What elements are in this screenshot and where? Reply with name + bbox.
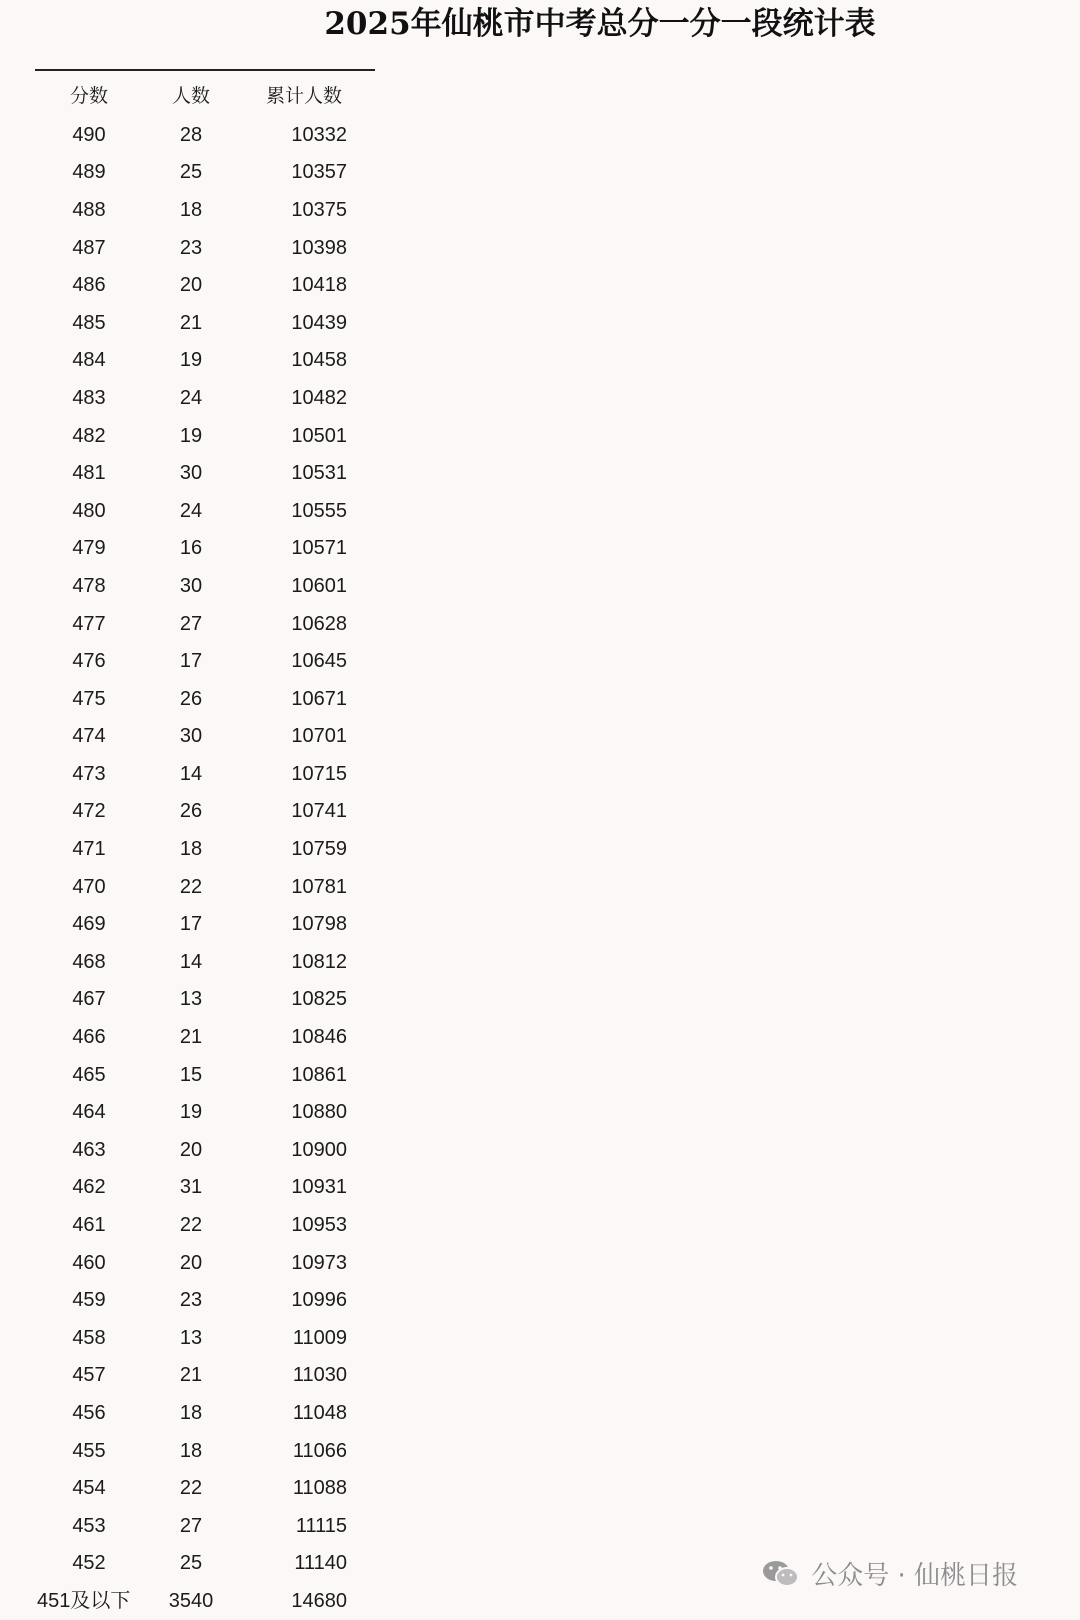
score-cell: 451及以下 [37, 1589, 131, 1612]
cumulative-cell: 10482 [291, 386, 347, 409]
score-cell: 489 [72, 161, 106, 184]
cumulative-cell: 11009 [292, 1326, 347, 1349]
count-cell: 30 [179, 574, 203, 597]
cumulative-cell: 10531 [291, 462, 347, 485]
cumulative-cell: 10880 [291, 1101, 347, 1124]
count-cell: 27 [179, 612, 203, 635]
count-cell: 13 [179, 1326, 203, 1349]
cumulative-cell: 11030 [292, 1364, 347, 1387]
table-row [35, 680, 375, 718]
cumulative-cell: 10375 [291, 198, 347, 221]
count-cell: 14 [179, 762, 203, 785]
table-row [35, 492, 375, 530]
count-cell: 22 [179, 1214, 203, 1237]
score-cell: 456 [72, 1401, 106, 1424]
cumulative-cell: 10701 [291, 725, 347, 748]
cumulative-cell: 10741 [291, 800, 347, 823]
table-header-row [35, 76, 375, 116]
score-cell: 474 [72, 725, 106, 748]
cumulative-cell: 10628 [291, 612, 347, 635]
count-cell: 27 [179, 1514, 203, 1537]
score-cell: 465 [72, 1063, 106, 1086]
table-row [35, 1507, 375, 1545]
count-cell: 3540 [168, 1589, 214, 1612]
score-cell: 455 [72, 1439, 106, 1462]
count-cell: 20 [179, 274, 203, 297]
header-score: 分数 [69, 85, 108, 107]
score-cell: 457 [72, 1364, 106, 1387]
cumulative-cell: 10671 [291, 687, 347, 710]
cumulative-cell: 10759 [291, 838, 347, 861]
table-row [35, 1093, 375, 1131]
count-cell: 30 [179, 462, 203, 485]
cumulative-cell: 10953 [291, 1214, 347, 1237]
score-cell: 476 [72, 650, 106, 673]
cumulative-cell: 10332 [291, 123, 347, 146]
count-cell: 14 [179, 950, 203, 973]
table-row [35, 605, 375, 643]
count-cell: 30 [179, 725, 203, 748]
table-row [35, 1469, 375, 1507]
table-row [35, 755, 375, 793]
count-cell: 19 [179, 424, 203, 447]
count-cell: 22 [179, 1477, 203, 1500]
count-cell: 18 [179, 198, 203, 221]
table-row [35, 981, 375, 1019]
cumulative-cell: 10571 [291, 537, 347, 560]
count-cell: 16 [179, 537, 203, 560]
count-cell: 24 [179, 386, 203, 409]
table-row [35, 229, 375, 267]
cumulative-cell: 11140 [294, 1552, 347, 1575]
score-cell: 467 [72, 988, 106, 1011]
score-cell: 481 [72, 462, 106, 485]
cumulative-cell: 10555 [291, 499, 347, 522]
cumulative-cell: 10798 [291, 913, 347, 936]
count-cell: 19 [179, 349, 203, 372]
cumulative-cell: 10439 [291, 311, 347, 334]
score-cell: 453 [72, 1514, 106, 1537]
cumulative-cell: 10861 [291, 1063, 347, 1086]
count-cell: 22 [179, 875, 203, 898]
cumulative-cell: 10501 [291, 424, 347, 447]
page-title: 2025年仙桃市中考总分一分一段统计表 [324, 6, 876, 42]
table-row [35, 116, 375, 154]
table-row [35, 943, 375, 981]
score-cell: 464 [72, 1101, 106, 1124]
count-cell: 31 [179, 1176, 203, 1199]
table-top-rule [35, 69, 375, 71]
cumulative-cell: 10715 [291, 762, 347, 785]
score-cell: 462 [72, 1176, 106, 1199]
count-cell: 18 [179, 1439, 203, 1462]
score-cell: 458 [72, 1326, 106, 1349]
count-cell: 21 [179, 1364, 203, 1387]
score-cell: 473 [72, 762, 106, 785]
cumulative-cell: 10825 [291, 988, 347, 1011]
table-row [35, 1281, 375, 1319]
score-cell: 468 [72, 950, 106, 973]
cumulative-cell: 10812 [291, 950, 347, 973]
count-cell: 19 [179, 1101, 203, 1124]
count-cell: 28 [179, 123, 203, 146]
score-cell: 478 [72, 574, 106, 597]
cumulative-cell: 10357 [291, 161, 347, 184]
cumulative-cell: 10996 [291, 1289, 347, 1312]
count-cell: 20 [179, 1251, 203, 1274]
score-table [35, 76, 375, 1620]
score-cell: 469 [72, 913, 106, 936]
score-cell: 471 [72, 838, 106, 861]
table-row [35, 868, 375, 906]
count-cell: 18 [179, 838, 203, 861]
header-count: 人数 [171, 85, 210, 107]
score-cell: 472 [72, 800, 106, 823]
table-row [35, 793, 375, 831]
table-row [35, 1131, 375, 1169]
table-row [35, 1206, 375, 1244]
score-cell: 488 [72, 198, 106, 221]
table-row [35, 191, 375, 229]
watermark-text: 公众号 · 仙桃日报 [811, 1561, 1018, 1591]
count-cell: 25 [179, 161, 203, 184]
cumulative-cell: 10601 [291, 574, 347, 597]
table-row [35, 1432, 375, 1470]
cumulative-cell: 11115 [295, 1514, 347, 1537]
count-cell: 18 [179, 1401, 203, 1424]
table-row [35, 567, 375, 605]
count-cell: 21 [179, 311, 203, 334]
cumulative-cell: 14680 [291, 1589, 347, 1612]
score-cell: 480 [72, 499, 106, 522]
score-cell: 490 [72, 123, 106, 146]
table-row [35, 417, 375, 455]
table-row [35, 342, 375, 380]
table-row [35, 830, 375, 868]
count-cell: 23 [179, 236, 203, 259]
cumulative-cell: 10900 [291, 1138, 347, 1161]
score-cell: 463 [72, 1138, 106, 1161]
watermark [761, 1555, 1018, 1592]
score-cell: 454 [72, 1477, 106, 1500]
cumulative-cell: 10458 [291, 349, 347, 372]
table-row [35, 266, 375, 304]
table-row [35, 1394, 375, 1432]
table-row [35, 1018, 375, 1056]
table-row [35, 1244, 375, 1282]
table-row [35, 379, 375, 417]
score-cell: 466 [72, 1026, 106, 1049]
score-cell: 460 [72, 1251, 106, 1274]
wechat-icon [761, 1559, 801, 1589]
header-cumulative: 累计人数 [265, 85, 342, 107]
count-cell: 23 [179, 1289, 203, 1312]
cumulative-cell: 11088 [292, 1477, 347, 1500]
cumulative-cell: 11048 [292, 1401, 347, 1424]
cumulative-cell: 10781 [291, 875, 347, 898]
table-row [35, 718, 375, 756]
count-cell: 26 [179, 800, 203, 823]
score-cell: 461 [72, 1214, 106, 1237]
score-cell: 452 [72, 1552, 106, 1575]
table-row [35, 1545, 375, 1583]
table-row [35, 1357, 375, 1395]
count-cell: 17 [179, 650, 203, 673]
score-cell: 470 [72, 875, 106, 898]
table-row [35, 1056, 375, 1094]
table-row [35, 304, 375, 342]
score-cell: 483 [72, 386, 106, 409]
table-row [35, 530, 375, 568]
table-row [35, 642, 375, 680]
score-cell: 485 [72, 311, 106, 334]
count-cell: 26 [179, 687, 203, 710]
cumulative-cell: 10846 [291, 1026, 347, 1049]
cumulative-cell: 10418 [291, 274, 347, 297]
count-cell: 20 [179, 1138, 203, 1161]
table-row [35, 1582, 375, 1620]
cumulative-cell: 10973 [291, 1251, 347, 1274]
table-row [35, 1169, 375, 1207]
count-cell: 17 [179, 913, 203, 936]
cumulative-cell: 10398 [291, 236, 347, 259]
table-row [35, 905, 375, 943]
count-cell: 15 [179, 1063, 203, 1086]
score-cell: 482 [72, 424, 106, 447]
score-cell: 486 [72, 274, 106, 297]
score-cell: 475 [72, 687, 106, 710]
score-cell: 487 [72, 236, 106, 259]
count-cell: 24 [179, 499, 203, 522]
count-cell: 21 [179, 1026, 203, 1049]
count-cell: 13 [179, 988, 203, 1011]
table-row [35, 454, 375, 492]
score-cell: 479 [72, 537, 106, 560]
score-cell: 477 [72, 612, 106, 635]
cumulative-cell: 10931 [291, 1176, 347, 1199]
score-cell: 484 [72, 349, 106, 372]
count-cell: 25 [179, 1552, 203, 1575]
cumulative-cell: 11066 [292, 1439, 347, 1462]
table-row [35, 154, 375, 192]
table-row [35, 1319, 375, 1357]
score-cell: 459 [72, 1289, 106, 1312]
cumulative-cell: 10645 [291, 650, 347, 673]
